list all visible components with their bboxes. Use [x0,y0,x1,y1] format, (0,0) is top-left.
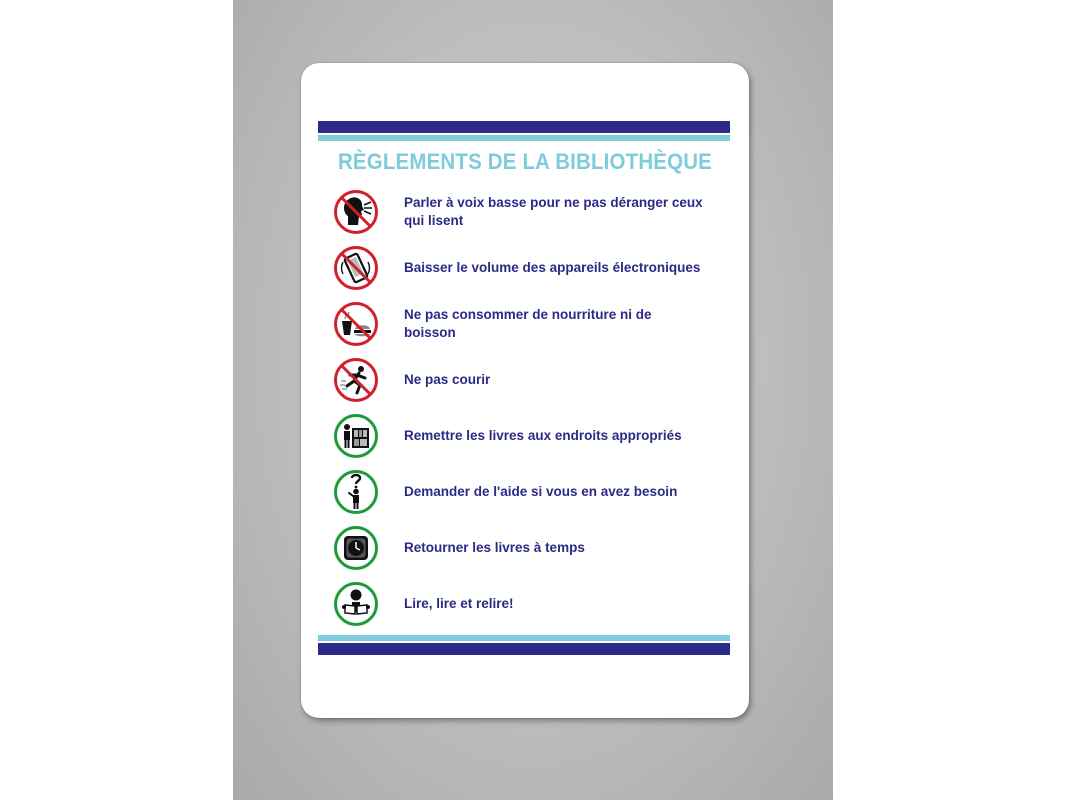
bottom-band-light [318,635,730,641]
clock-icon [333,525,379,571]
rule-text: Demander de l'aide si vous en avez besoin [404,484,678,499]
rule-item [301,578,749,630]
sign-title: RÈGLEMENTS DE LA BIBLIOTHÈQUE [337,149,713,174]
top-band-light [318,135,730,141]
no-food-drink-icon [333,301,379,347]
no-shouting-icon [333,189,379,235]
reading-person-icon [333,581,379,627]
rule-item [301,298,749,350]
rule-text: Parler à voix basse pour ne pas déranger ceux qui lisent [404,195,703,228]
rule-text: Ne pas consommer de nourriture ni de boisson [404,307,652,340]
rule-item [301,354,749,406]
top-band-dark [318,121,730,133]
rule-text: Remettre les livres aux endroits appropriés [404,428,682,443]
rule-item [301,186,749,238]
rule-item [301,242,749,294]
rule-text: Lire, lire et relire! [404,596,514,611]
rule-item [301,522,749,574]
rule-text: Baisser le volume des appareils électroniques [404,260,701,275]
rule-text: Retourner les livres à temps [404,540,585,555]
bottom-band-dark [318,643,730,655]
ask-help-icon [333,469,379,515]
no-phone-icon [333,245,379,291]
no-running-icon [333,357,379,403]
rule-item [301,410,749,462]
library-rules-sign [301,63,749,718]
return-books-shelf-icon [333,413,379,459]
rule-text: Ne pas courir [404,372,491,387]
rule-item [301,466,749,518]
